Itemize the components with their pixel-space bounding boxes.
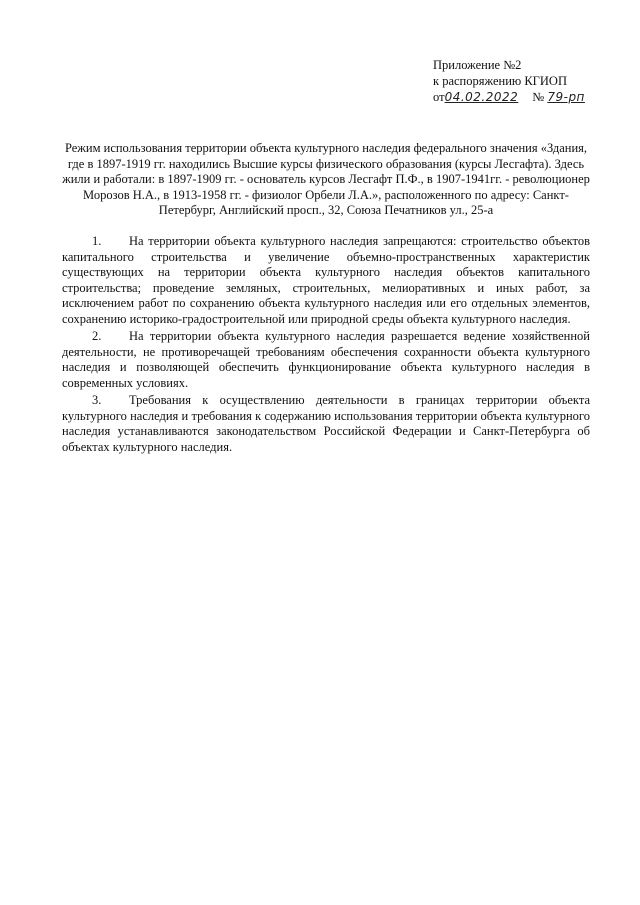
paragraph-1 [62, 234, 590, 327]
paragraph-text: Требования к осуществлению деятельности в границах территории объекта культурного наследия и требования к содержанию использования территории объекта культурного наследия устанавливаются законодательством Российской Федерации и Санкт-Петербурга об объектах культурного наследия. [62, 393, 590, 454]
paragraph-number: 2. [92, 329, 102, 343]
paragraph-number: 1. [92, 234, 102, 248]
paragraph-text: На территории объекта культурного наследия разрешается ведение хозяйственной деятельности, не противоречащей требованиям обеспечения сохранности объекта культурного наследия и позволяющей обеспечить функционирование объекта культурного наследия в современных условиях. [62, 329, 590, 390]
handwritten-number: 79-рп [547, 90, 585, 104]
appendix-header [433, 57, 633, 105]
appendix-title: Приложение №2 [433, 58, 522, 72]
appendix-order-ref: к распоряжению КГИОП [433, 74, 567, 88]
number-prefix: № [532, 90, 545, 104]
appendix-date-line [433, 89, 633, 105]
paragraph-text: На территории объекта культурного наследия запрещаются: строительство объектов капитального строительства и увеличение объемно-пространственных характеристик существующих на территории объекта культурного наследия объектов капитального строительства; проведение земляных, строительных, мелиоративных и иных работ, за исключением работ по сохранению объекта культурного наследия или его отдельных элементов, сохранению историко-градостроительной или природной среды объекта культурного наследия. [62, 234, 590, 326]
date-prefix: от [433, 90, 445, 104]
document-body [62, 234, 590, 457]
handwritten-date: 04.02.2022 [444, 90, 519, 104]
document-title: Режим использования территории объекта культурного наследия федерального значения «Здания, где в 1897-1919 гг. находились Высшие курсы физического образования (курсы Лесгафта). Здесь жили и работали: в 1897-1909 гг. - основатель курсов Лесгафт П.Ф., в 1907-1941гг. - революционер Морозов Н.А., в 1913-1958 гг. - физиолог Орбели Л.А.», расположенного по адресу: Санкт-Петербург, Английский просп., 32, Союза Печатников ул., 25-а [62, 141, 590, 217]
paragraph-3 [62, 393, 590, 455]
paragraph-2 [62, 329, 590, 391]
paragraph-number: 3. [92, 393, 102, 407]
